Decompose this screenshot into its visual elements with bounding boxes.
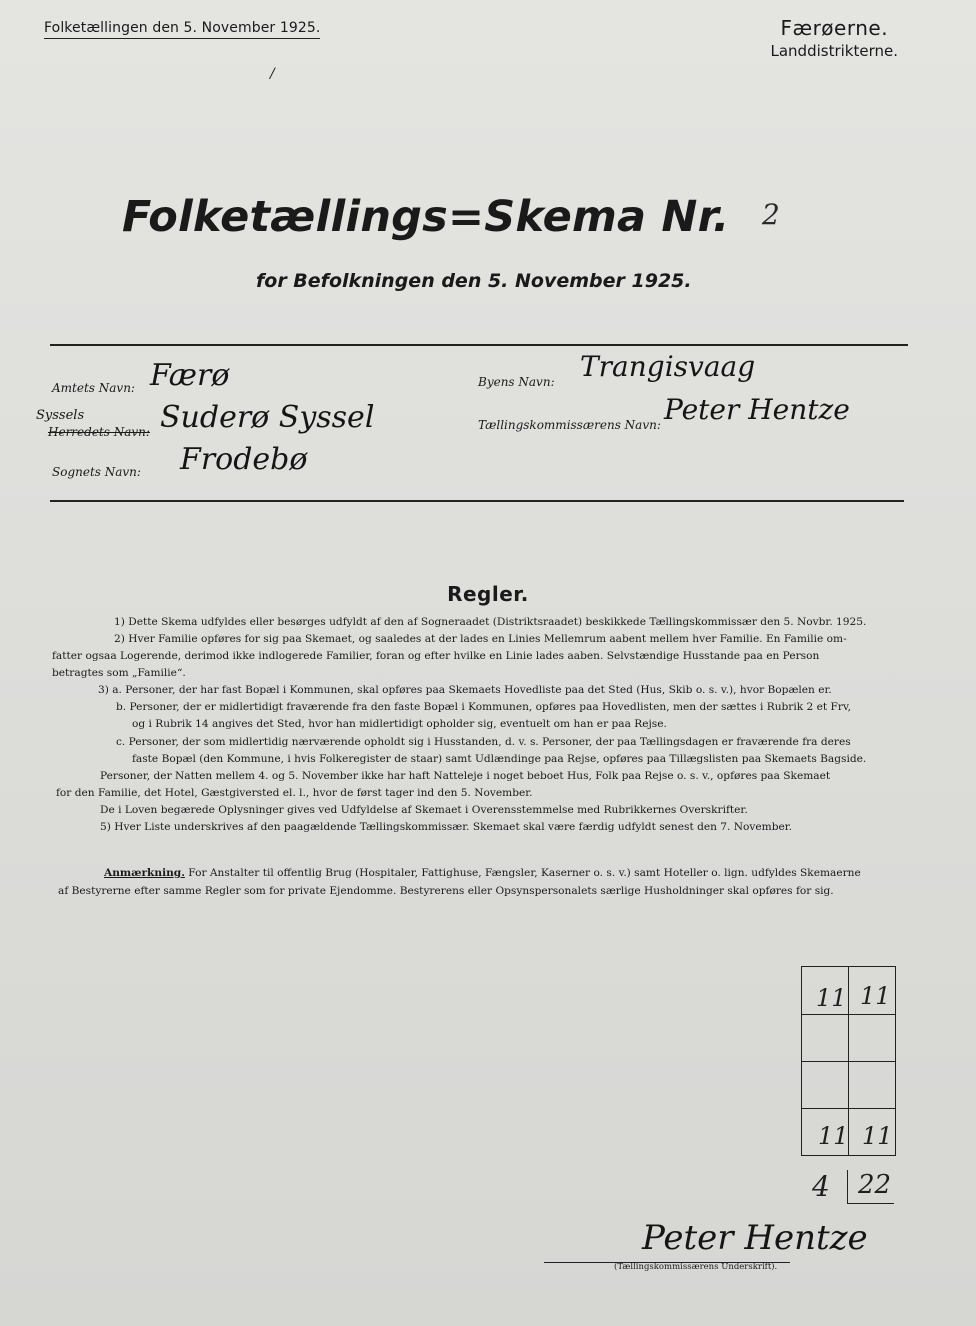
form-subtitle: for Befolkningen den 5. November 1925. xyxy=(256,270,692,292)
tally-total-right: 22 xyxy=(858,1170,892,1200)
rule-line: 1) Dette Skema udfyldes eller besørges udfyldt af den af Sogneraadet (Distriktsraadet) beskikkede Tællingskommissær den 5. Novbr. 1925. xyxy=(114,616,867,628)
rule-line: De i Loven begærede Oplysninger gives ved Udfyldelse af Skemaet i Overensstemmelse med Rubrikkernes Overskrifter. xyxy=(100,804,748,816)
rule-line: 2) Hver Familie opføres for sig paa Skemaet, og saaledes at der lades en Linies Mellemrum aabent mellem hver Familie. En Familie om- xyxy=(114,633,847,645)
kommissaer-value: Peter Hentze xyxy=(664,393,850,426)
rule-line: fatter ogsaa Logerende, derimod ikke indlogerede Familier, foran og efter hvilke en Linie lades aaben. Selvstændige Husstande paa en Person xyxy=(52,650,820,662)
tally-grid-row-line xyxy=(802,1061,895,1062)
form-number: 2 xyxy=(762,198,780,231)
tally-grid-row-line xyxy=(802,1014,895,1015)
by-label: Byens Navn: xyxy=(478,375,555,389)
kommissaer-label: Tællingskommissærens Navn: xyxy=(478,418,661,432)
signature-caption: (Tællingskommissærens Underskrift). xyxy=(614,1262,778,1272)
tally-cell: 11 xyxy=(860,982,891,1010)
tally-total-left: 4 xyxy=(812,1170,830,1203)
note-text-1: For Anstalter til offentlig Brug (Hospitaler, Fattighuse, Fængsler, Kaserner o. s. v.) samt Hoteller o. lign. udfyldes Skemaerne xyxy=(188,867,861,879)
by-value: Trangisvaag xyxy=(580,350,756,383)
rule-line: for den Familie, det Hotel, Gæstgiversted el. l., hvor de først tager ind den 5. November. xyxy=(56,787,533,799)
rule-line: og i Rubrik 14 angives det Sted, hvor han midlertidigt opholder sig, eventuelt om han er paa Rejse. xyxy=(132,718,667,730)
rule-line: 3) a. Personer, der har fast Bopæl i Kommunen, skal opføres paa Skemaets Hovedliste paa det Sted (Hus, Skib o. s. v.), hvor Bopælen er. xyxy=(98,684,832,696)
rule-line: Personer, der Natten mellem 4. og 5. November ikke har haft Natteleje i noget beboet Hus, Folk paa Rejse o. s. v., opføres paa Skemaet xyxy=(100,770,831,782)
fields-bottom-divider xyxy=(50,500,904,502)
census-header-title: Folketællingen den 5. November 1925. xyxy=(44,20,320,39)
sogn-label: Sognets Navn: xyxy=(52,465,141,479)
rule-line: betragtes som „Familie“. xyxy=(52,667,186,679)
top-divider xyxy=(50,344,908,346)
note-line-1 xyxy=(104,865,861,882)
rule-line: faste Bopæl (den Kommune, i hvis Folkeregister de staar) samt Udlændinge paa Rejse, opføres paa Tillægslisten paa Skemaets Bagside. xyxy=(132,753,867,765)
herred-value: Suderø Syssel xyxy=(160,400,375,435)
district-name: Landdistrikterne. xyxy=(770,42,898,60)
tally-cell: 11 xyxy=(816,984,847,1012)
tally-grid-row-line xyxy=(802,1108,895,1109)
note-line-2: af Bestyrerne efter samme Regler som for private Ejendomme. Bestyrerens eller Opsynspersonalets særlige Husholdninger skal opføres for sig. xyxy=(58,885,834,897)
signature: Peter Hentze xyxy=(642,1218,868,1258)
rules-heading: Regler. xyxy=(447,582,529,606)
tally-cell: 11 xyxy=(862,1122,893,1150)
note-label: Anmærkning. xyxy=(104,867,185,879)
region-block xyxy=(771,16,899,60)
herred-correction: Syssels xyxy=(36,408,85,423)
form-title: Folketællings=Skema Nr. xyxy=(122,192,730,242)
herred-label: Herredets Navn: xyxy=(48,425,150,439)
amt-value: Færø xyxy=(150,358,230,393)
sogn-value: Frodebø xyxy=(180,442,308,477)
rule-line: b. Personer, der er midlertidigt fraværende fra den faste Bopæl i Kommunen, opføres paa Hovedlisten, men der sættes i Rubrik 2 et Frv, xyxy=(116,701,852,713)
rule-line: 5) Hver Liste underskrives af den paagældende Tællingskommissær. Skemaet skal være færdig udfyldt senest den 7. November. xyxy=(100,821,793,833)
tally-cell: 11 xyxy=(818,1122,849,1150)
region-name: Færøerne. xyxy=(780,16,889,40)
pencil-tick-mark: / xyxy=(270,66,275,82)
rule-line: c. Personer, der som midlertidig nærværende opholdt sig i Husstanden, d. v. s. Personer, der paa Tællingsdagen er fraværende fra deres xyxy=(116,736,851,748)
amt-label: Amtets Navn: xyxy=(52,381,135,395)
